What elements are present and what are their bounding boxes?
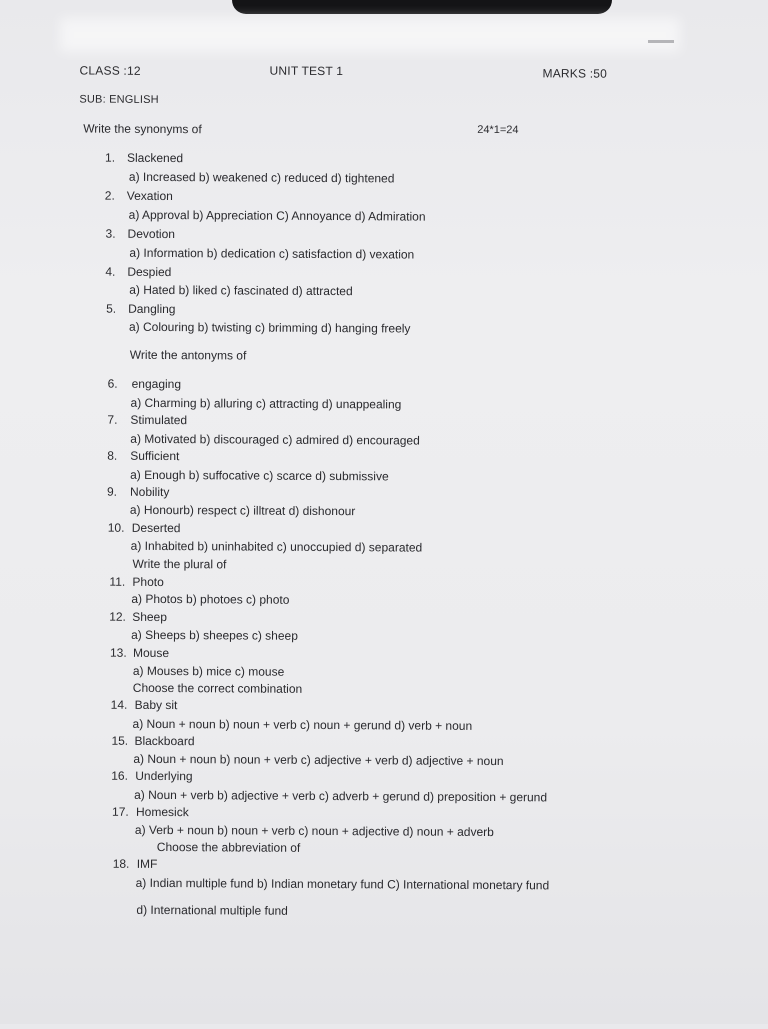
question-word: Vexation [126,188,173,204]
question-word: Despied [127,264,172,280]
question-word: Deserted [131,520,181,536]
question-word: Stimulated [130,412,188,428]
question-number: 1. [104,150,116,165]
question-number: 11. [109,574,126,589]
synonyms-heading: Write the synonyms of [83,121,202,137]
question-number: 5. [106,301,117,316]
question-number: 17. [112,804,129,819]
question-number: 10. [107,520,125,535]
question-number: 2. [104,188,115,203]
question-word: Dangling [128,301,176,317]
question-word: engaging [131,376,182,392]
question-number: 3. [105,226,116,241]
question-options: a) Hated b) liked c) fascinated d) attracted [129,282,353,299]
marks-formula: 24*1=24 [477,123,519,137]
question-options: a) Photos b) photoes c) photo [131,591,290,607]
abbreviation-heading: Choose the abbreviation of [156,839,301,855]
question-options: a) Information b) dedication c) satisfaction d) vexation [129,245,415,262]
test-title: UNIT TEST 1 [269,63,344,79]
question-options: a) Inhabited b) uninhabited c) unoccupied d) separated [130,538,423,555]
question-options: a) Sheeps b) sheepes c) sheep [131,627,298,643]
question-word: Homesick [136,804,189,820]
question-number: 8. [107,448,118,463]
antonyms-heading: Write the antonyms of [129,347,247,363]
question-number: 7. [107,412,118,427]
plural-heading: Write the plural of [132,556,227,572]
question-number: 13. [109,645,127,660]
question-options: a) Enough b) suffocative c) scarce d) submissive [130,467,389,484]
question-number: 9. [106,484,118,499]
question-options: a) Colouring b) twisting c) brimming d) hanging freely [128,319,411,336]
marks-label: MARKS :50 [542,66,608,81]
question-options: a) Noun + noun b) noun + verb c) noun + gerund d) verb + noun [132,716,473,733]
question-options: a) Increased b) weakened c) reduced d) tightened [128,169,395,186]
question-number: 18. [112,856,130,871]
question-number: 6. [107,376,118,391]
question-number: 12. [109,609,126,624]
question-number: 15. [111,733,129,748]
question-options: a) Motivated b) discouraged c) admired d) encouraged [130,431,420,448]
question-options: a) Indian multiple fund b) Indian monetary fund C) International monetary fund [135,875,550,893]
question-word: Devotion [127,226,175,242]
question-word: IMF [136,856,158,871]
question-number: 4. [105,264,116,279]
question-word: Slackened [126,150,184,166]
class-label: CLASS :12 [79,63,141,78]
subject-label: SUB: ENGLISH [79,93,159,106]
question-word: Blackboard [134,733,195,749]
question-options: a) Noun + noun b) noun + verb c) adjective + verb d) adjective + noun [133,751,504,769]
question-options: a) Verb + noun b) noun + verb c) noun + adjective d) noun + adverb [134,822,494,840]
question-word: Sufficient [130,448,180,464]
question-options: a) Mouses b) mice c) mouse [132,663,285,679]
question-word: Nobility [129,484,170,500]
question-word: Photo [132,574,164,590]
question-options: a) Honourb) respect c) illtreat d) dishonour [129,502,356,519]
question-options: a) Noun + verb b) adjective + verb c) adverb + gerund d) preposition + gerund [134,787,548,805]
question-options: a) Charming b) alluring c) attracting d) unappealing [130,395,402,412]
question-number: 14. [110,697,128,712]
question-word: Underlying [135,768,193,784]
question-options: a) Approval b) Appreciation C) Annoyance d) Admiration [128,207,426,224]
question-number: 16. [111,768,128,783]
question-word: Mouse [132,645,170,661]
combination-heading: Choose the correct combination [132,680,303,696]
question-word: Sheep [132,609,167,625]
question-word: Baby sit [134,697,178,713]
question-options: d) International multiple fund [136,902,288,918]
